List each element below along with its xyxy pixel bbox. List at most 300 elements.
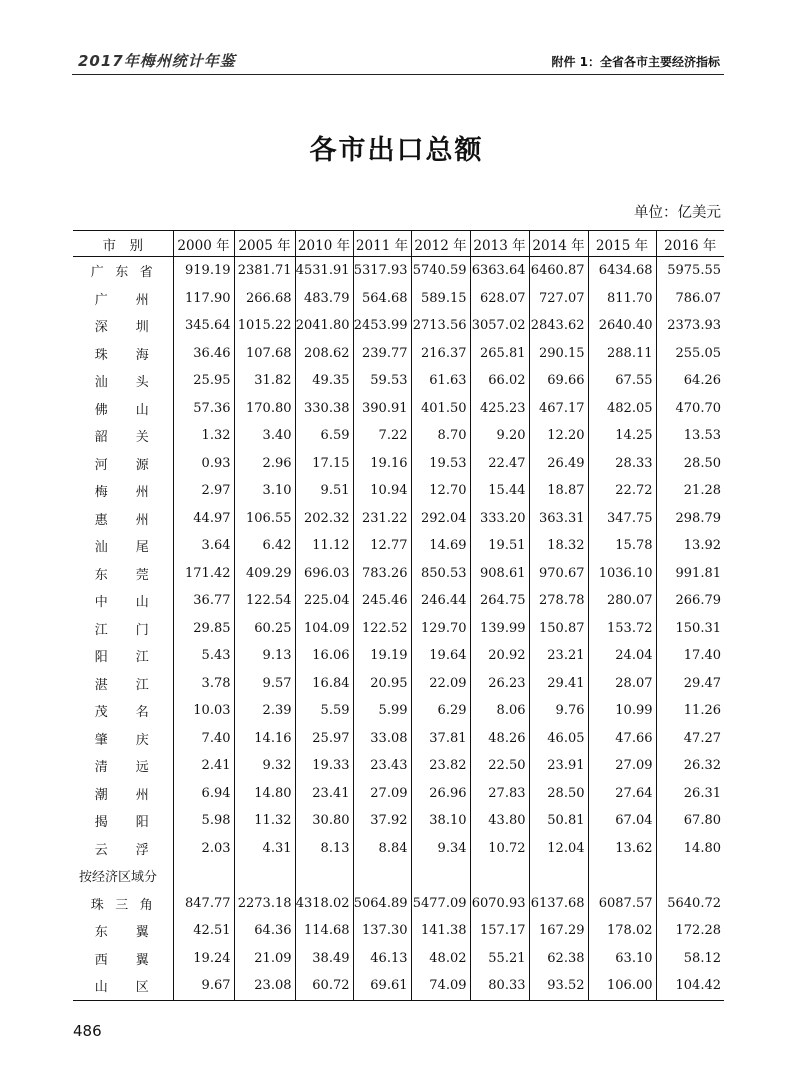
- value-cell: 170.80: [234, 395, 295, 423]
- region-name: [73, 395, 173, 423]
- table-row: [73, 945, 724, 973]
- value-cell: 5.98: [173, 807, 234, 835]
- value-cell: 231.22: [353, 505, 411, 533]
- value-cell: 106.55: [234, 505, 295, 533]
- region-name: [73, 257, 173, 285]
- value-cell: 157.17: [470, 917, 529, 945]
- table-body: [73, 257, 724, 1001]
- value-cell: 13.53: [656, 422, 724, 450]
- region-name-text: 汕 尾: [94, 540, 151, 556]
- region-name-text: 广 州: [94, 292, 151, 308]
- region-name: [73, 560, 173, 588]
- value-cell: 23.41: [295, 780, 353, 808]
- running-header: [72, 46, 724, 75]
- value-cell: 26.96: [411, 780, 470, 808]
- value-cell: 117.90: [173, 285, 234, 313]
- value-cell: 5975.55: [656, 257, 724, 285]
- value-cell: 43.80: [470, 807, 529, 835]
- value-cell: [234, 862, 295, 890]
- region-name: [73, 835, 173, 863]
- region-name-text: 汕 头: [94, 375, 151, 391]
- table-row: [73, 835, 724, 863]
- value-cell: 363.31: [529, 505, 588, 533]
- section-title: 附件 1：全省各市主要经济指标: [551, 55, 720, 69]
- value-cell: 37.81: [411, 725, 470, 753]
- value-cell: 850.53: [411, 560, 470, 588]
- region-name: [73, 615, 173, 643]
- value-cell: 8.13: [295, 835, 353, 863]
- yearbook-title: 2017年梅州统计年鉴: [78, 52, 236, 70]
- column-header-year: 2011 年: [353, 231, 411, 257]
- value-cell: 5.99: [353, 697, 411, 725]
- region-name: [73, 340, 173, 368]
- table-row: [73, 917, 724, 945]
- value-cell: 38.10: [411, 807, 470, 835]
- value-cell: 5317.93: [353, 257, 411, 285]
- value-cell: 19.16: [353, 450, 411, 478]
- value-cell: 390.91: [353, 395, 411, 423]
- value-cell: 2640.40: [588, 312, 656, 340]
- value-cell: 19.19: [353, 642, 411, 670]
- value-cell: 12.77: [353, 532, 411, 560]
- region-name: [73, 697, 173, 725]
- region-name: [73, 450, 173, 478]
- value-cell: 991.81: [656, 560, 724, 588]
- value-cell: 9.76: [529, 697, 588, 725]
- value-cell: 5740.59: [411, 257, 470, 285]
- value-cell: 6460.87: [529, 257, 588, 285]
- value-cell: 10.94: [353, 477, 411, 505]
- value-cell: 171.42: [173, 560, 234, 588]
- unit-label: 单位：亿美元: [634, 205, 721, 221]
- column-header-year: 2005 年: [234, 231, 295, 257]
- table-row: [73, 450, 724, 478]
- column-header-year: 2014 年: [529, 231, 588, 257]
- table-row: [73, 615, 724, 643]
- value-cell: 8.06: [470, 697, 529, 725]
- value-cell: 14.80: [234, 780, 295, 808]
- value-cell: 67.04: [588, 807, 656, 835]
- value-cell: 2.97: [173, 477, 234, 505]
- value-cell: 167.29: [529, 917, 588, 945]
- region-name-text: 惠 州: [94, 512, 151, 528]
- header-row: [73, 231, 724, 257]
- value-cell: 482.05: [588, 395, 656, 423]
- value-cell: 401.50: [411, 395, 470, 423]
- value-cell: 129.70: [411, 615, 470, 643]
- region-name: [73, 422, 173, 450]
- value-cell: 55.21: [470, 945, 529, 973]
- value-cell: 4.31: [234, 835, 295, 863]
- region-name-text: 揭 阳: [94, 815, 151, 831]
- value-cell: 919.19: [173, 257, 234, 285]
- value-cell: 36.77: [173, 587, 234, 615]
- value-cell: 26.23: [470, 670, 529, 698]
- value-cell: 31.82: [234, 367, 295, 395]
- column-header-year: 2013 年: [470, 231, 529, 257]
- value-cell: 106.00: [588, 972, 656, 1000]
- value-cell: 265.81: [470, 340, 529, 368]
- value-cell: 122.54: [234, 587, 295, 615]
- region-name-text: 清 远: [94, 760, 151, 776]
- page-title: 各市出口总额: [309, 135, 484, 166]
- value-cell: [295, 862, 353, 890]
- region-name-text: 江 门: [94, 622, 151, 638]
- value-cell: 5640.72: [656, 890, 724, 918]
- region-name-text: 东 莞: [94, 567, 151, 583]
- value-cell: 29.47: [656, 670, 724, 698]
- value-cell: 264.75: [470, 587, 529, 615]
- value-cell: 278.78: [529, 587, 588, 615]
- value-cell: 27.83: [470, 780, 529, 808]
- value-cell: 2.39: [234, 697, 295, 725]
- value-cell: 22.50: [470, 752, 529, 780]
- value-cell: 13.62: [588, 835, 656, 863]
- value-cell: 298.79: [656, 505, 724, 533]
- value-cell: 6.42: [234, 532, 295, 560]
- value-cell: 141.38: [411, 917, 470, 945]
- value-cell: 2.03: [173, 835, 234, 863]
- region-name-text: 梅 州: [94, 485, 151, 501]
- value-cell: 22.47: [470, 450, 529, 478]
- value-cell: 3.10: [234, 477, 295, 505]
- table-row: [73, 670, 724, 698]
- value-cell: 29.85: [173, 615, 234, 643]
- region-name: [73, 367, 173, 395]
- value-cell: 14.80: [656, 835, 724, 863]
- value-cell: 696.03: [295, 560, 353, 588]
- value-cell: 44.97: [173, 505, 234, 533]
- region-name-text: 茂 名: [94, 705, 151, 721]
- value-cell: 8.70: [411, 422, 470, 450]
- value-cell: 48.02: [411, 945, 470, 973]
- value-cell: 255.05: [656, 340, 724, 368]
- value-cell: 93.52: [529, 972, 588, 1000]
- table-row: [73, 972, 724, 1000]
- value-cell: 2373.93: [656, 312, 724, 340]
- region-name-text: 珠 海: [94, 347, 151, 363]
- value-cell: 17.40: [656, 642, 724, 670]
- value-cell: 6434.68: [588, 257, 656, 285]
- table-row: [73, 285, 724, 313]
- value-cell: 628.07: [470, 285, 529, 313]
- value-cell: 47.27: [656, 725, 724, 753]
- value-cell: 4318.02: [295, 890, 353, 918]
- value-cell: 239.77: [353, 340, 411, 368]
- value-cell: 467.17: [529, 395, 588, 423]
- value-cell: 5.43: [173, 642, 234, 670]
- value-cell: 69.66: [529, 367, 588, 395]
- value-cell: 14.69: [411, 532, 470, 560]
- region-name: [73, 752, 173, 780]
- value-cell: 69.61: [353, 972, 411, 1000]
- value-cell: 23.21: [529, 642, 588, 670]
- value-cell: [173, 862, 234, 890]
- value-cell: 266.68: [234, 285, 295, 313]
- value-cell: 80.33: [470, 972, 529, 1000]
- value-cell: 29.41: [529, 670, 588, 698]
- value-cell: 1015.22: [234, 312, 295, 340]
- value-cell: 847.77: [173, 890, 234, 918]
- region-name: [73, 670, 173, 698]
- value-cell: 61.63: [411, 367, 470, 395]
- region-name: [73, 780, 173, 808]
- region-name-text: 珠 三 角: [90, 897, 155, 913]
- value-cell: 9.67: [173, 972, 234, 1000]
- region-name: [73, 945, 173, 973]
- value-cell: 21.28: [656, 477, 724, 505]
- value-cell: 12.04: [529, 835, 588, 863]
- value-cell: 47.66: [588, 725, 656, 753]
- table-row: [73, 257, 724, 285]
- value-cell: 4531.91: [295, 257, 353, 285]
- value-cell: 9.20: [470, 422, 529, 450]
- region-name: [73, 725, 173, 753]
- value-cell: 19.53: [411, 450, 470, 478]
- value-cell: 6087.57: [588, 890, 656, 918]
- value-cell: 14.16: [234, 725, 295, 753]
- value-cell: 104.42: [656, 972, 724, 1000]
- value-cell: 246.44: [411, 587, 470, 615]
- column-header-region: 市 别: [73, 231, 173, 257]
- value-cell: [353, 862, 411, 890]
- value-cell: 104.09: [295, 615, 353, 643]
- value-cell: 970.67: [529, 560, 588, 588]
- value-cell: 74.09: [411, 972, 470, 1000]
- value-cell: 908.61: [470, 560, 529, 588]
- value-cell: 2713.56: [411, 312, 470, 340]
- region-name: [73, 587, 173, 615]
- value-cell: 8.84: [353, 835, 411, 863]
- region-name: [73, 285, 173, 313]
- value-cell: 57.36: [173, 395, 234, 423]
- value-cell: 9.51: [295, 477, 353, 505]
- value-cell: [470, 862, 529, 890]
- value-cell: 3.64: [173, 532, 234, 560]
- value-cell: 23.08: [234, 972, 295, 1000]
- table-row: [73, 560, 724, 588]
- value-cell: 46.13: [353, 945, 411, 973]
- value-cell: 2273.18: [234, 890, 295, 918]
- region-name-text: 佛 山: [94, 402, 151, 418]
- column-header-year: 2016 年: [656, 231, 724, 257]
- region-name-text: 阳 江: [94, 650, 151, 666]
- value-cell: 26.49: [529, 450, 588, 478]
- value-cell: 36.46: [173, 340, 234, 368]
- region-name: [73, 477, 173, 505]
- value-cell: 67.55: [588, 367, 656, 395]
- value-cell: 26.31: [656, 780, 724, 808]
- region-name-text: 潮 州: [94, 787, 151, 803]
- region-name-text: 中 山: [94, 595, 151, 611]
- value-cell: 49.35: [295, 367, 353, 395]
- table-row: [73, 477, 724, 505]
- value-cell: 18.87: [529, 477, 588, 505]
- value-cell: 589.15: [411, 285, 470, 313]
- value-cell: 25.95: [173, 367, 234, 395]
- value-cell: 22.09: [411, 670, 470, 698]
- value-cell: 6070.93: [470, 890, 529, 918]
- value-cell: 63.10: [588, 945, 656, 973]
- value-cell: [656, 862, 724, 890]
- value-cell: 1036.10: [588, 560, 656, 588]
- value-cell: 345.64: [173, 312, 234, 340]
- value-cell: 2.41: [173, 752, 234, 780]
- value-cell: 9.32: [234, 752, 295, 780]
- value-cell: 20.92: [470, 642, 529, 670]
- value-cell: 26.32: [656, 752, 724, 780]
- value-cell: 27.09: [353, 780, 411, 808]
- table-row: [73, 642, 724, 670]
- value-cell: 216.37: [411, 340, 470, 368]
- region-name-text: 河 源: [94, 457, 151, 473]
- value-cell: 564.68: [353, 285, 411, 313]
- value-cell: 48.26: [470, 725, 529, 753]
- table-row: [73, 807, 724, 835]
- value-cell: 28.33: [588, 450, 656, 478]
- value-cell: 17.15: [295, 450, 353, 478]
- value-cell: 11.12: [295, 532, 353, 560]
- value-cell: 12.70: [411, 477, 470, 505]
- section-row: [73, 862, 724, 890]
- value-cell: 20.95: [353, 670, 411, 698]
- export-table: [73, 230, 724, 1001]
- page-number: 486: [73, 1022, 102, 1040]
- value-cell: 28.50: [529, 780, 588, 808]
- value-cell: 0.93: [173, 450, 234, 478]
- value-cell: 25.97: [295, 725, 353, 753]
- value-cell: 6.94: [173, 780, 234, 808]
- value-cell: 6.29: [411, 697, 470, 725]
- value-cell: 62.38: [529, 945, 588, 973]
- value-cell: 7.40: [173, 725, 234, 753]
- value-cell: 16.06: [295, 642, 353, 670]
- value-cell: 2041.80: [295, 312, 353, 340]
- value-cell: 2843.62: [529, 312, 588, 340]
- value-cell: 811.70: [588, 285, 656, 313]
- region-name-text: 山 区: [94, 980, 151, 996]
- value-cell: 10.03: [173, 697, 234, 725]
- value-cell: 14.25: [588, 422, 656, 450]
- region-name-text: 湛 江: [94, 677, 151, 693]
- column-header-year: 2012 年: [411, 231, 470, 257]
- value-cell: 225.04: [295, 587, 353, 615]
- value-cell: 2381.71: [234, 257, 295, 285]
- value-cell: 33.08: [353, 725, 411, 753]
- region-name: [73, 890, 173, 918]
- value-cell: 50.81: [529, 807, 588, 835]
- value-cell: 266.79: [656, 587, 724, 615]
- value-cell: 3.78: [173, 670, 234, 698]
- value-cell: 208.62: [295, 340, 353, 368]
- value-cell: 5477.09: [411, 890, 470, 918]
- value-cell: 23.91: [529, 752, 588, 780]
- value-cell: 11.26: [656, 697, 724, 725]
- value-cell: 727.07: [529, 285, 588, 313]
- value-cell: 5064.89: [353, 890, 411, 918]
- value-cell: 64.26: [656, 367, 724, 395]
- value-cell: 19.64: [411, 642, 470, 670]
- value-cell: 11.32: [234, 807, 295, 835]
- value-cell: 3057.02: [470, 312, 529, 340]
- column-header-year: 2010 年: [295, 231, 353, 257]
- value-cell: 18.32: [529, 532, 588, 560]
- section-label: 按经济区域分: [79, 870, 158, 886]
- value-cell: 42.51: [173, 917, 234, 945]
- value-cell: 1.32: [173, 422, 234, 450]
- value-cell: 172.28: [656, 917, 724, 945]
- value-cell: 9.57: [234, 670, 295, 698]
- column-header-year: 2015 年: [588, 231, 656, 257]
- region-name: [73, 917, 173, 945]
- table-row: [73, 697, 724, 725]
- value-cell: 202.32: [295, 505, 353, 533]
- value-cell: 114.68: [295, 917, 353, 945]
- value-cell: 153.72: [588, 615, 656, 643]
- region-name: [73, 505, 173, 533]
- region-name: [73, 642, 173, 670]
- value-cell: 290.15: [529, 340, 588, 368]
- value-cell: 19.51: [470, 532, 529, 560]
- value-cell: 59.53: [353, 367, 411, 395]
- value-cell: 425.23: [470, 395, 529, 423]
- value-cell: 58.12: [656, 945, 724, 973]
- value-cell: 10.72: [470, 835, 529, 863]
- value-cell: 28.07: [588, 670, 656, 698]
- table-row: [73, 532, 724, 560]
- value-cell: 46.05: [529, 725, 588, 753]
- value-cell: 22.72: [588, 477, 656, 505]
- value-cell: 21.09: [234, 945, 295, 973]
- value-cell: 245.46: [353, 587, 411, 615]
- region-name-text: 肇 庆: [94, 732, 151, 748]
- value-cell: 2453.99: [353, 312, 411, 340]
- value-cell: 7.22: [353, 422, 411, 450]
- value-cell: 60.25: [234, 615, 295, 643]
- value-cell: 122.52: [353, 615, 411, 643]
- value-cell: 38.49: [295, 945, 353, 973]
- value-cell: 64.36: [234, 917, 295, 945]
- table-row: [73, 725, 724, 753]
- table-row: [73, 312, 724, 340]
- value-cell: 5.59: [295, 697, 353, 725]
- value-cell: 333.20: [470, 505, 529, 533]
- value-cell: 483.79: [295, 285, 353, 313]
- region-name-text: 深 圳: [94, 320, 151, 336]
- value-cell: 6137.68: [529, 890, 588, 918]
- value-cell: 6363.64: [470, 257, 529, 285]
- value-cell: 15.44: [470, 477, 529, 505]
- value-cell: 27.09: [588, 752, 656, 780]
- value-cell: 292.04: [411, 505, 470, 533]
- table-row: [73, 422, 724, 450]
- region-name: [73, 532, 173, 560]
- value-cell: 330.38: [295, 395, 353, 423]
- value-cell: 67.80: [656, 807, 724, 835]
- value-cell: 23.82: [411, 752, 470, 780]
- value-cell: 23.43: [353, 752, 411, 780]
- region-name-text: 东 翼: [94, 925, 151, 941]
- value-cell: [529, 862, 588, 890]
- value-cell: 66.02: [470, 367, 529, 395]
- value-cell: 470.70: [656, 395, 724, 423]
- value-cell: 37.92: [353, 807, 411, 835]
- value-cell: 786.07: [656, 285, 724, 313]
- value-cell: 137.30: [353, 917, 411, 945]
- value-cell: 27.64: [588, 780, 656, 808]
- table-row: [73, 340, 724, 368]
- value-cell: 9.34: [411, 835, 470, 863]
